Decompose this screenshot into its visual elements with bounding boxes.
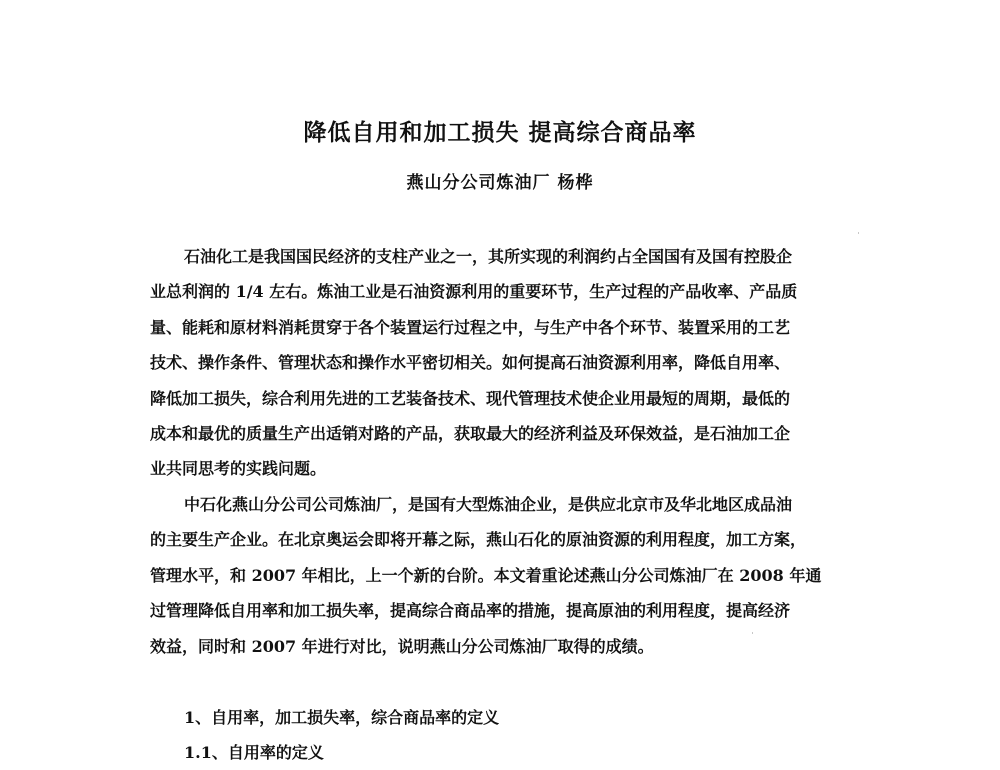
document-title: 降低自用和加工损失 提高综合商品率 — [303, 120, 697, 146]
subsection-heading: 1.1、自用率的定义 — [184, 743, 324, 762]
paragraph-line: 业共同思考的实践问题。 — [150, 459, 327, 479]
paragraph-line: 业总利润的 1/4 左右。炼油工业是石油资源利用的重要环节，生产过程的产品收率、产品质 — [150, 282, 798, 302]
paragraph-company — [150, 487, 858, 664]
paragraph-line: 成本和最优的质量生产出适销对路的产品，获取最大的经济利益及环保效益，是石油加工企 — [150, 423, 791, 443]
scan-speck — [752, 632, 753, 634]
paragraph-line: 量、能耗和原材料消耗贯穿于各个装置运行过程之中，与生产中各个环节、装置采用的工艺 — [150, 317, 791, 337]
paragraph-line: 效益，同时和 2007 年进行对比，说明燕山分公司炼油厂取得的成绩。 — [150, 636, 654, 656]
paragraph-line: 降低加工损失，综合利用先进的工艺装备技术、现代管理技术使企业用最短的周期，最低的 — [150, 388, 791, 408]
paragraph-line: 过管理降低自用率和加工损失率，提高综合商品率的措施，提高原油的利用程度，提高经济 — [150, 601, 791, 621]
paragraph-line: 石油化工是我国国民经济的支柱产业之一，其所实现的利润约占全国国有及国有控股企 — [184, 247, 793, 266]
scan-speck — [858, 232, 859, 234]
paragraph-line: 管理水平，和 2007 年相比，上一个新的台阶。本文着重论述燕山分公司炼油厂在 2008 年通 — [150, 565, 822, 585]
paragraph-intro — [150, 239, 858, 487]
paragraph-line: 的主要生产企业。在北京奥运会即将开幕之际，燕山石化的原油资源的利用程度，加工方案， — [150, 530, 807, 550]
paragraph-line: 中石化燕山分公司公司炼油厂，是国有大型炼油企业，是供应北京市及华北地区成品油 — [184, 495, 793, 514]
author-line: 燕山分公司炼油厂 杨桦 — [406, 173, 594, 193]
section-heading: 1、自用率，加工损失率，综合商品率的定义 — [184, 708, 500, 727]
paragraph-line: 技术、操作条件、管理状态和操作水平密切相关。如何提高石油资源利用率，降低自用率、 — [150, 353, 791, 373]
